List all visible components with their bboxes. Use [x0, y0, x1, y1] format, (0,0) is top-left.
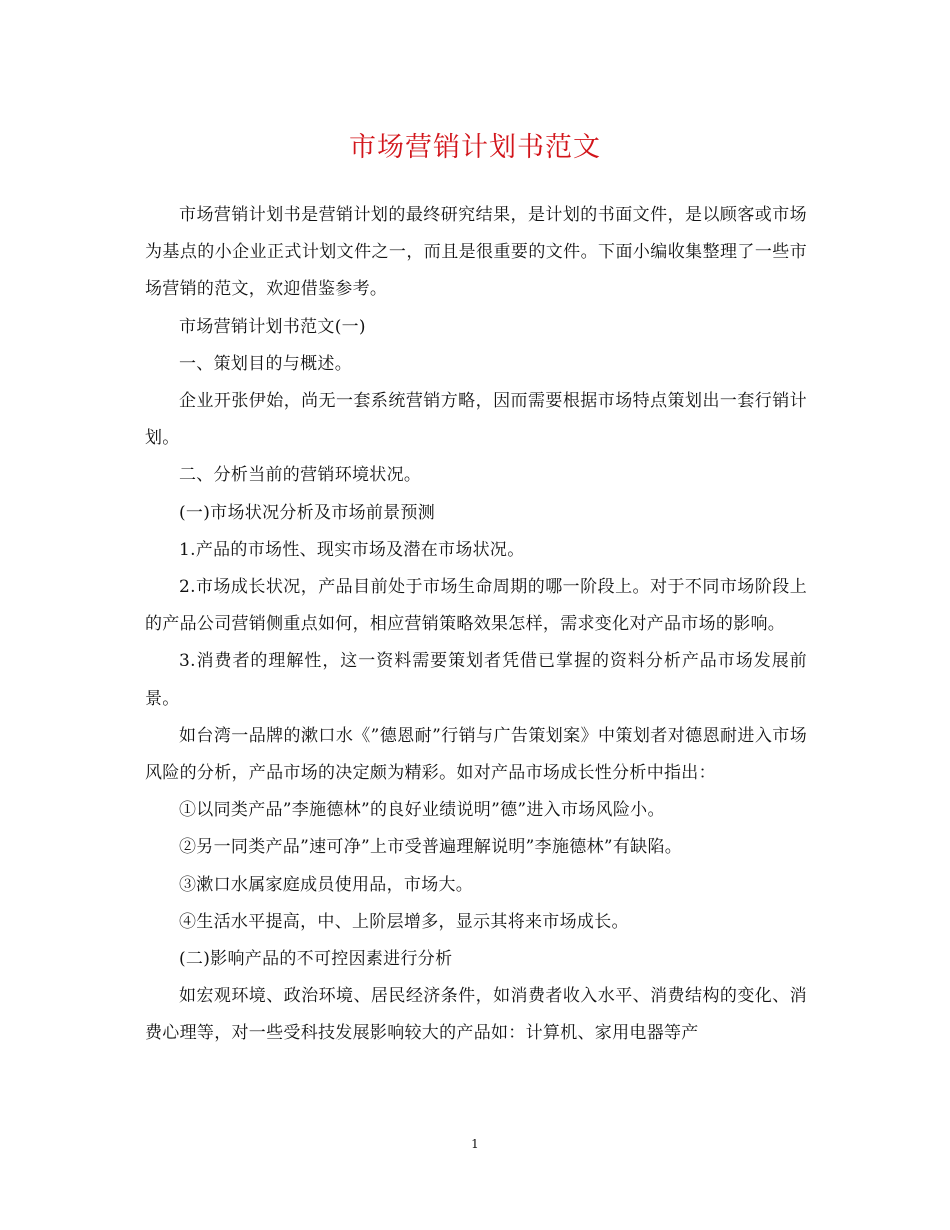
paragraph-list-item: ③漱口水属家庭成员使用品，市场大。: [179, 874, 474, 895]
paragraph-sample-heading: 市场营销计划书范文(一): [179, 316, 366, 337]
paragraph-subsection-heading: (一)市场状况分析及市场前景预测: [179, 502, 436, 523]
paragraph: 3.消费者的理解性，这一资料需要策划者凭借已掌握的资料分析产品市场发展前景。: [145, 651, 807, 709]
paragraph-subsection-heading: (二)影响产品的不可控因素进行分析: [179, 949, 453, 970]
paragraph-section-1-heading: 一、策划目的与概述。: [179, 353, 352, 374]
paragraph-list-item: ①以同类产品”李施德林”的良好业绩说明”德”进入市场风险小。: [179, 800, 665, 821]
paragraph: 1.产品的市场性、现实市场及潜在市场状况。: [179, 539, 525, 560]
document-title: 市场营销计划书范文: [349, 132, 601, 163]
paragraph-intro: 市场营销计划书是营销计划的最终研究结果，是计划的书面文件，是以顾客或市场为基点的小企业正式计划文件之一，而且是很重要的文件。下面小编收集整理了一些市场营销的范文，欢迎借鉴参考。: [145, 205, 807, 300]
paragraph: 2.市场成长状况，产品目前处于市场生命周期的哪一阶段上。对于不同市场阶段上的产品公司营销侧重点如何，相应营销策略效果怎样，需求变化对产品市场的影响。: [145, 577, 807, 635]
paragraph: 如宏观环境、政治环境、居民经济条件，如消费者收入水平、消费结构的变化、消费心理等，对一些受科技发展影响较大的产品如：计算机、家用电器等产: [145, 986, 807, 1044]
paragraph: 企业开张伊始，尚无一套系统营销方略，因而需要根据市场特点策划出一套行销计划。: [145, 391, 807, 449]
paragraph-list-item: ②另一同类产品”速可净”上市受普遍理解说明”李施德林”有缺陷。: [179, 837, 683, 858]
paragraph-list-item: ④生活水平提高，中、上阶层增多，显示其将来市场成长。: [179, 911, 629, 932]
page-number: 1: [471, 1137, 479, 1151]
paragraph: 如台湾一品牌的漱口水《”德恩耐”行销与广告策划案》中策划者对德恩耐进入市场风险的分析，产品市场的决定颇为精彩。如对产品市场成长性分析中指出：: [145, 725, 807, 784]
paragraph-section-2-heading: 二、分析当前的营销环境状况。: [179, 465, 422, 486]
document-body: [145, 197, 807, 1053]
